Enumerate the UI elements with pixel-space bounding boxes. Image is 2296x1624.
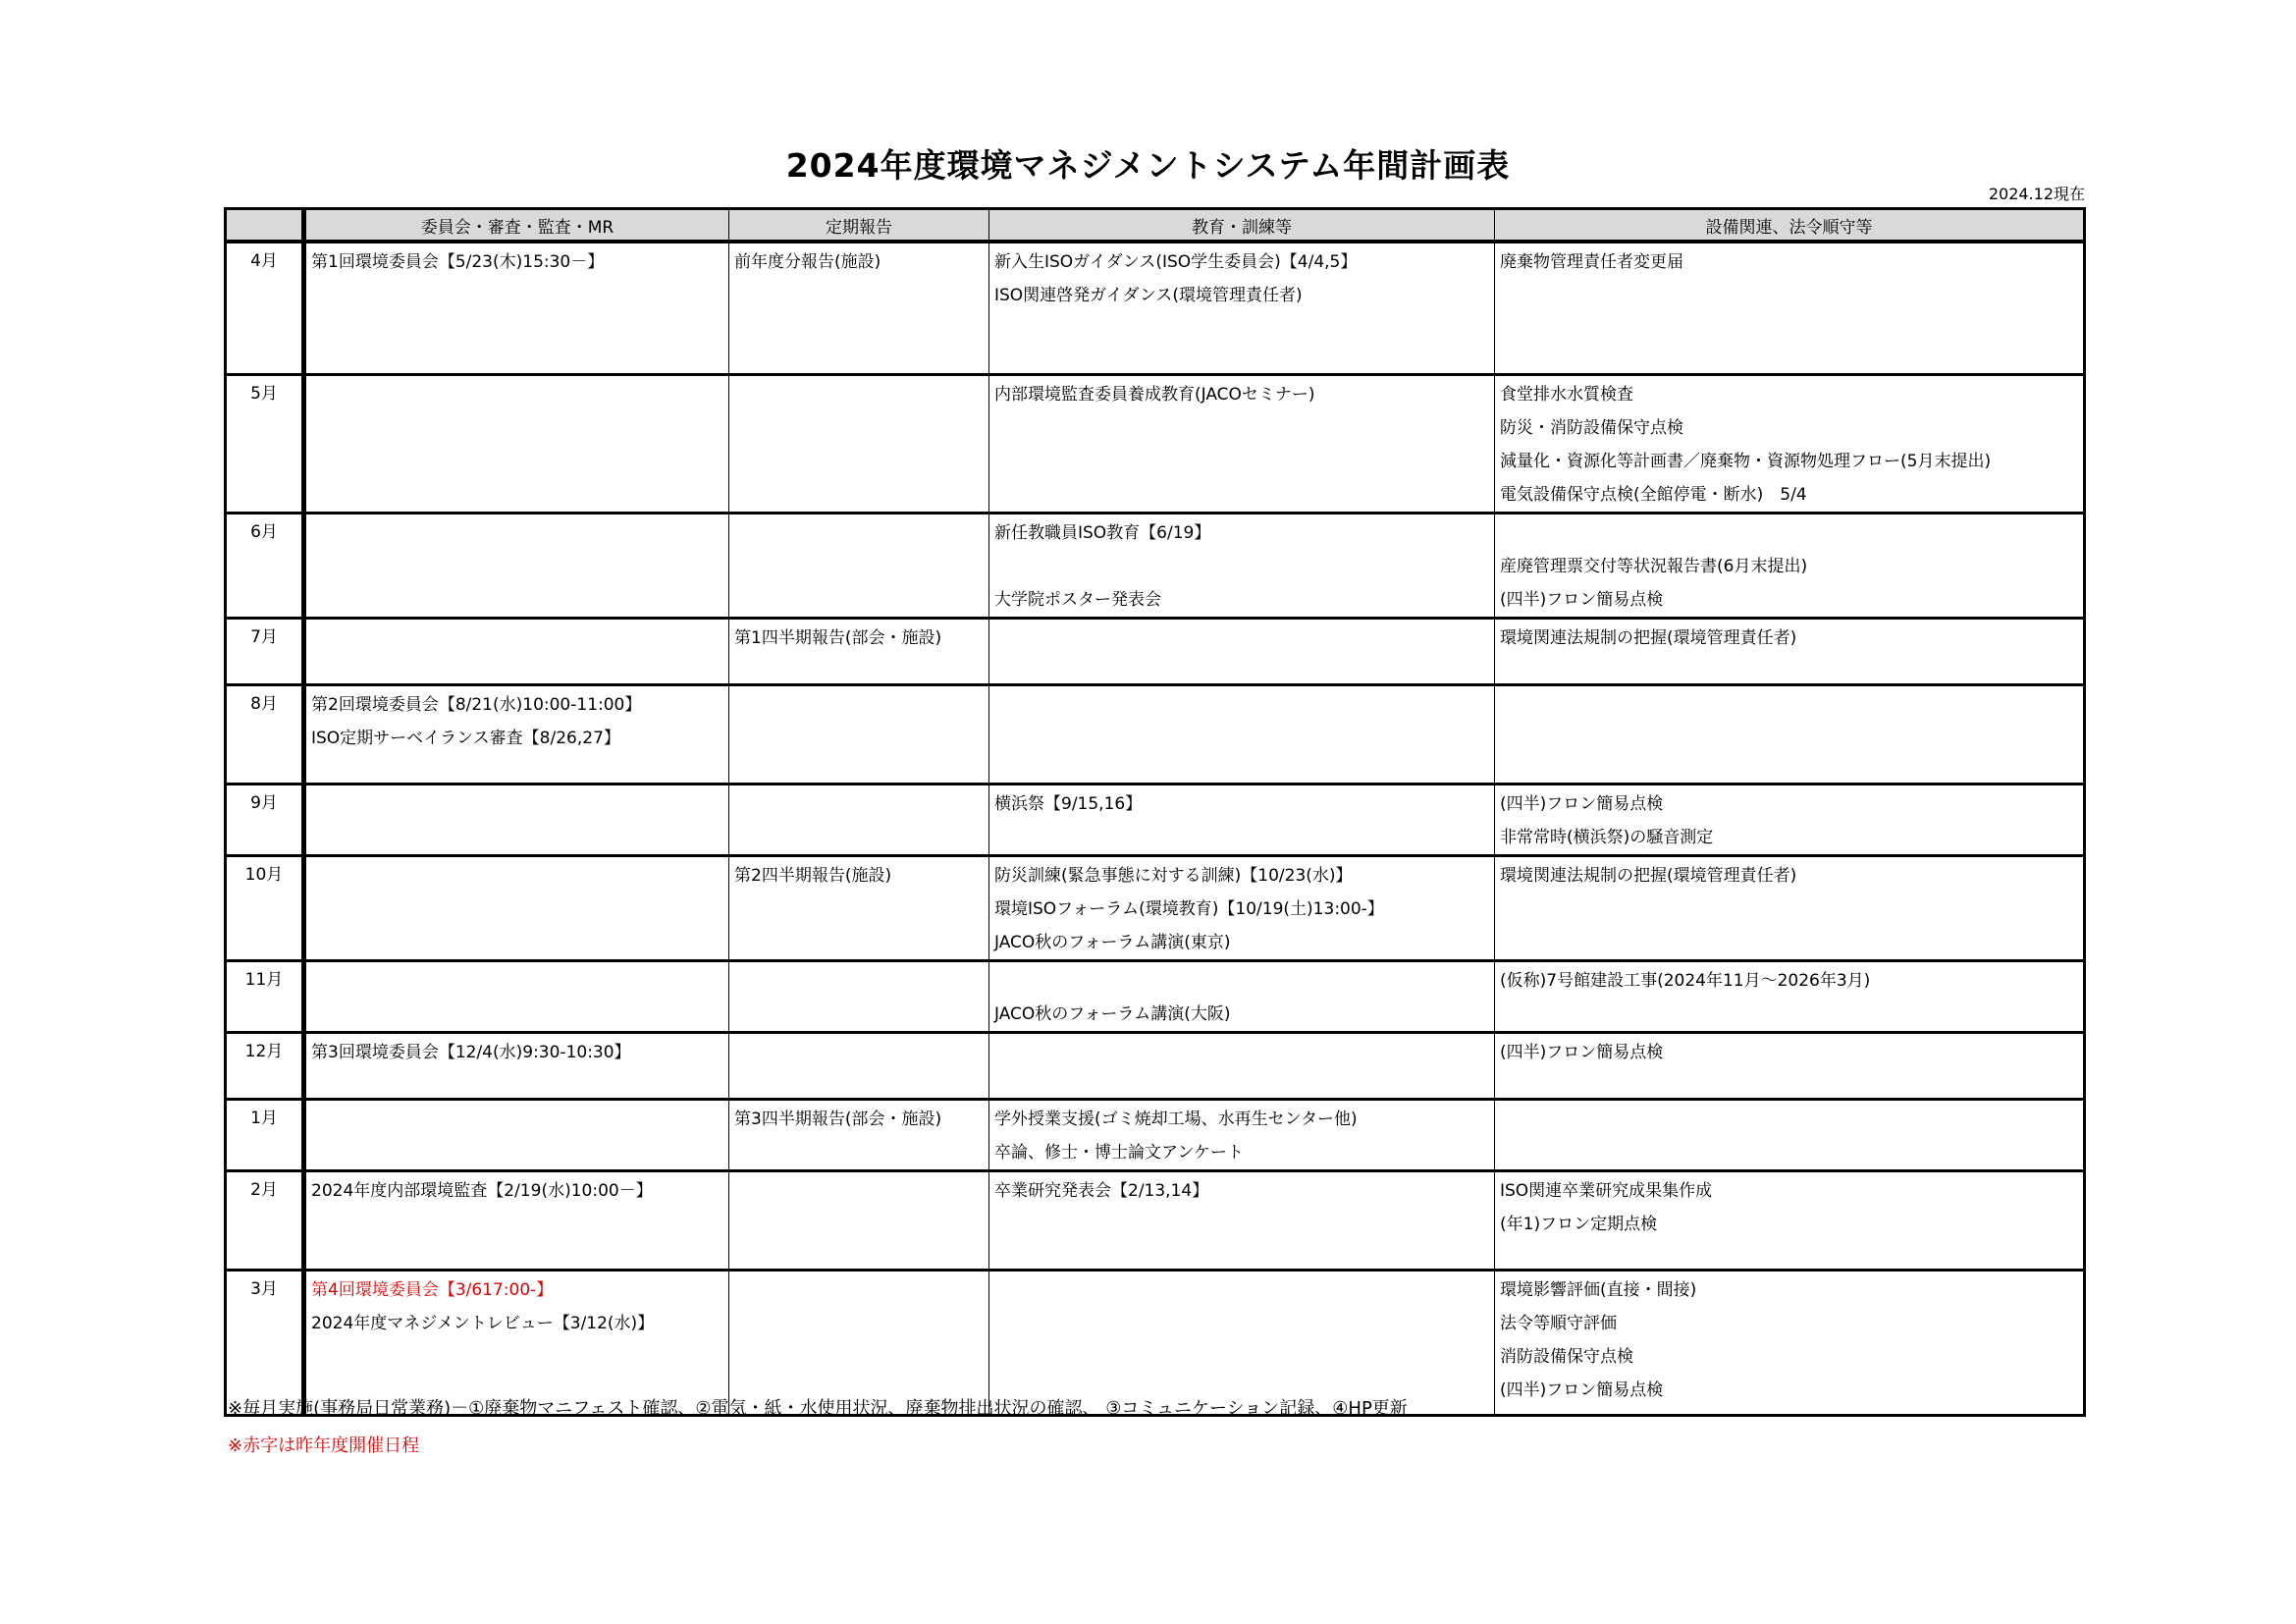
report-cell <box>729 242 989 374</box>
cell-line: ISO関連卒業研究成果集作成 <box>1500 1180 1713 1201</box>
committee-cell <box>304 784 729 855</box>
month-cell: 8月 <box>226 684 304 784</box>
education-cell <box>989 684 1495 784</box>
month-cell: 2月 <box>226 1170 304 1270</box>
cell-line <box>994 964 1489 998</box>
committee-cell <box>304 242 729 374</box>
month-cell: 4月 <box>226 242 304 374</box>
cell-line: JACO秋のフォーラム講演(東京) <box>994 932 1231 952</box>
facility-cell <box>1495 1270 2085 1415</box>
header-education: 教育・訓練等 <box>989 209 1495 243</box>
monthly-tasks-note: ※毎月実施(事務局日常業務)－①廃棄物マニフェスト確認、②電気・紙・水使用状況、廃棄物排出状況の確認、 ③コミュニケーション記録、④HP更新 <box>228 1398 1408 1419</box>
cell-line: JACO秋のフォーラム講演(大阪) <box>994 1003 1231 1024</box>
facility-cell <box>1495 784 2085 855</box>
report-cell <box>729 1032 989 1099</box>
table-row <box>226 618 2085 684</box>
cell-line: 横浜祭【9/15,16】 <box>994 793 1143 814</box>
header-month <box>226 209 304 243</box>
month-cell: 1月 <box>226 1099 304 1170</box>
cell-line: 2024年度内部環境監査【2/19(水)10:00－】 <box>311 1180 653 1201</box>
committee-cell <box>304 374 729 513</box>
cell-line: 非常常時(横浜祭)の騒音測定 <box>1500 827 1714 847</box>
header-row <box>226 209 2085 243</box>
cell-line: 環境影響評価(直接・間接) <box>1500 1279 1697 1300</box>
report-cell <box>729 1099 989 1170</box>
facility-cell <box>1495 684 2085 784</box>
table-row <box>226 960 2085 1032</box>
education-cell <box>989 855 1495 960</box>
education-cell <box>989 784 1495 855</box>
month-cell: 11月 <box>226 960 304 1032</box>
cell-line: ISO関連啓発ガイダンス(環境管理責任者) <box>994 286 1303 305</box>
report-cell <box>729 784 989 855</box>
education-cell <box>989 513 1495 618</box>
cell-line: 卒業研究発表会【2/13,14】 <box>994 1180 1209 1201</box>
education-cell <box>989 618 1495 684</box>
header-committee: 委員会・審査・監査・MR <box>304 209 729 243</box>
facility-cell <box>1495 513 2085 618</box>
facility-cell <box>1495 1099 2085 1170</box>
header-report: 定期報告 <box>729 209 989 243</box>
cell-line: 環境ISOフォーラム(環境教育)【10/19(土)13:00-】 <box>994 898 1384 919</box>
cell-line: (四半)フロン簡易点検 <box>1500 589 1664 610</box>
cell-line: 法令等順守評価 <box>1500 1313 1617 1333</box>
cell-line: 産廃管理票交付等状況報告書(6月末提出) <box>1500 556 1808 576</box>
committee-cell <box>304 513 729 618</box>
cell-line: 第2四半期報告(施設) <box>734 865 892 886</box>
month-cell: 5月 <box>226 374 304 513</box>
cell-line: 環境関連法規制の把握(環境管理責任者) <box>1500 865 1797 886</box>
cell-line: 環境関連法規制の把握(環境管理責任者) <box>1500 627 1797 648</box>
report-cell <box>729 1170 989 1270</box>
table-row <box>226 1032 2085 1099</box>
table-row <box>226 784 2085 855</box>
education-cell <box>989 1170 1495 1270</box>
table-row <box>226 513 2085 618</box>
report-cell <box>729 618 989 684</box>
cell-line: ISO定期サーベイランス審査【8/26,27】 <box>311 728 620 748</box>
cell-line: 消防設備保守点検 <box>1500 1346 1633 1367</box>
cell-line: (年1)フロン定期点検 <box>1500 1214 1658 1234</box>
cell-line: (四半)フロン簡易点検 <box>1500 1380 1664 1400</box>
cell-line: 第1回環境委員会【5/23(木)15:30－】 <box>311 252 605 272</box>
table-row <box>226 1099 2085 1170</box>
committee-cell <box>304 1170 729 1270</box>
cell-line: 学外授業支援(ゴミ焼却工場、水再生センター他) <box>994 1109 1358 1129</box>
table-row <box>226 855 2085 960</box>
cell-line: 卒論、修士・博士論文アンケート <box>994 1142 1244 1163</box>
cell-line: 廃棄物管理責任者変更届 <box>1500 252 1683 272</box>
cell-line: (仮称)7号館建設工事(2024年11月～2026年3月) <box>1500 970 1871 991</box>
committee-cell <box>304 618 729 684</box>
facility-cell <box>1495 960 2085 1032</box>
facility-cell <box>1495 374 2085 513</box>
committee-cell <box>304 1099 729 1170</box>
cell-line: 防災訓練(緊急事態に対する訓練)【10/23(水)】 <box>994 865 1353 886</box>
cell-line: 新入生ISOガイダンス(ISO学生委員会)【4/4,5】 <box>994 252 1358 272</box>
table-row <box>226 684 2085 784</box>
cell-line <box>1500 516 2078 550</box>
facility-cell <box>1495 618 2085 684</box>
annual-plan-table <box>224 207 2086 1417</box>
page-title: 2024年度環境マネジメントシステム年間計画表 <box>785 146 1511 185</box>
header-facility: 設備関連、法令順守等 <box>1495 209 2085 243</box>
facility-cell <box>1495 242 2085 374</box>
report-cell <box>729 513 989 618</box>
month-cell: 6月 <box>226 513 304 618</box>
month-cell: 7月 <box>226 618 304 684</box>
cell-line: 第3四半期報告(部会・施設) <box>734 1109 942 1129</box>
facility-cell <box>1495 1170 2085 1270</box>
cell-line: 2024年度マネジメントレビュー【3/12(水)】 <box>311 1313 655 1333</box>
education-cell <box>989 1032 1495 1099</box>
cell-line: 大学院ポスター発表会 <box>994 589 1161 610</box>
facility-cell <box>1495 1032 2085 1099</box>
education-cell <box>989 1099 1495 1170</box>
committee-cell <box>304 960 729 1032</box>
cell-line: 第3回環境委員会【12/4(水)9:30-10:30】 <box>311 1042 631 1062</box>
cell-line: 第1四半期報告(部会・施設) <box>734 627 942 648</box>
committee-cell <box>304 855 729 960</box>
report-cell <box>729 1270 989 1415</box>
month-cell: 3月 <box>226 1270 304 1415</box>
cell-line: 新任教職員ISO教育【6/19】 <box>994 522 1211 543</box>
committee-cell <box>304 1032 729 1099</box>
committee-cell <box>304 684 729 784</box>
cell-line: (四半)フロン簡易点検 <box>1500 1042 1664 1062</box>
month-cell: 9月 <box>226 784 304 855</box>
cell-line: 食堂排水水質検査 <box>1500 384 1633 405</box>
month-cell: 10月 <box>226 855 304 960</box>
table-row <box>226 242 2085 374</box>
report-cell <box>729 374 989 513</box>
table-row <box>226 1170 2085 1270</box>
cell-line <box>994 550 1489 583</box>
cell-line: (四半)フロン簡易点検 <box>1500 793 1664 814</box>
as-of-date: 2024.12現在 <box>1988 185 2085 203</box>
cell-line: 第2回環境委員会【8/21(水)10:00-11:00】 <box>311 694 642 715</box>
cell-line-last-year: 第4回環境委員会【3/617:00-】 <box>311 1279 554 1300</box>
committee-cell <box>304 1270 729 1415</box>
cell-line: 内部環境監査委員養成教育(JACOセミナー) <box>994 384 1315 405</box>
cell-line: 前年度分報告(施設) <box>734 252 881 272</box>
cell-line: 電気設備保守点検(全館停電・断水) 5/4 <box>1500 484 1807 505</box>
report-cell <box>729 960 989 1032</box>
table-row <box>226 374 2085 513</box>
facility-cell <box>1495 855 2085 960</box>
report-cell <box>729 684 989 784</box>
cell-line: 減量化・資源化等計画書／廃棄物・資源物処理フロー(5月末提出) <box>1500 451 1992 471</box>
month-cell: 12月 <box>226 1032 304 1099</box>
education-cell <box>989 242 1495 374</box>
education-cell <box>989 960 1495 1032</box>
education-cell <box>989 1270 1495 1415</box>
report-cell <box>729 855 989 960</box>
red-text-legend: ※赤字は昨年度開催日程 <box>228 1435 420 1456</box>
table-row <box>226 1270 2085 1415</box>
education-cell <box>989 374 1495 513</box>
cell-line: 防災・消防設備保守点検 <box>1500 417 1683 438</box>
